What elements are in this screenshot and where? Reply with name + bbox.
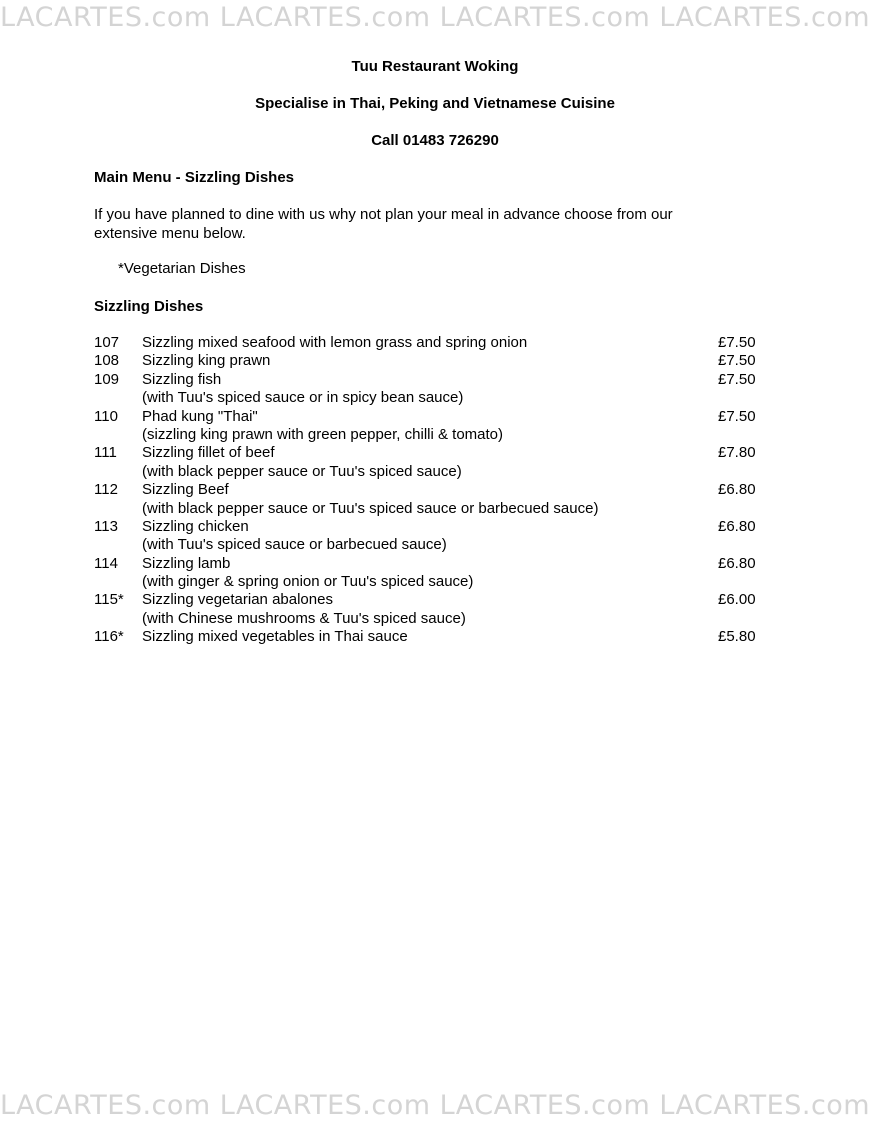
item-price: £7.50 <box>718 334 756 351</box>
menu-item-note-row <box>94 500 764 518</box>
menu-item <box>94 591 764 609</box>
item-price: £6.00 <box>718 591 756 609</box>
main-menu-heading: Main Menu - Sizzling Dishes <box>94 169 295 186</box>
item-price: £6.80 <box>718 554 756 572</box>
item-name: Sizzling Beef <box>142 481 229 499</box>
intro-text: If you have planned to dine with us why not plan your meal in advance choose from our extensive menu below. <box>94 206 673 242</box>
menu-item <box>94 481 764 499</box>
item-number: 116* <box>94 628 124 646</box>
item-number: 110 <box>94 407 118 425</box>
item-number: 108 <box>94 352 120 370</box>
item-number: 115* <box>94 591 124 609</box>
vegetarian-legend: *Vegetarian Dishes <box>118 260 246 277</box>
item-price: £7.50 <box>718 352 756 370</box>
menu-item-note-row <box>94 536 764 554</box>
item-number: 109 <box>94 370 120 388</box>
item-price: £6.80 <box>718 517 756 535</box>
item-number: 107 <box>94 334 120 351</box>
menu-item-note-row <box>94 463 764 481</box>
menu-item <box>94 371 764 389</box>
item-name: Sizzling fillet of beef <box>142 444 275 462</box>
item-note: (sizzling king prawn with green pepper, chilli & tomato) <box>142 425 504 443</box>
item-name: Sizzling mixed vegetables in Thai sauce <box>142 628 408 646</box>
item-note: (with black pepper sauce or Tuu's spiced sauce) <box>142 462 462 480</box>
item-note: (with ginger & spring onion or Tuu's spiced sauce) <box>142 573 474 591</box>
menu-item-note-row <box>94 573 764 591</box>
watermark-top: LACARTES.com LACARTES.com LACARTES.com LACARTES.com <box>0 2 870 33</box>
item-price: £7.50 <box>718 370 756 388</box>
item-note: (with Tuu's spiced sauce or in spicy bean sauce) <box>142 389 464 407</box>
watermark-bottom: LACARTES.com LACARTES.com LACARTES.com LACARTES.com <box>0 1090 870 1121</box>
menu-item <box>94 555 764 573</box>
menu-item <box>94 408 764 426</box>
menu-item <box>94 444 764 462</box>
item-number: 114 <box>94 554 118 572</box>
item-number: 111 <box>94 444 117 462</box>
phone-number: Call 01483 726290 <box>371 132 499 149</box>
item-note: (with Tuu's spiced sauce or barbecued sauce) <box>142 536 447 554</box>
item-name: Sizzling chicken <box>142 517 249 535</box>
item-price: £6.80 <box>718 481 756 499</box>
menu-item <box>94 628 764 646</box>
menu-item <box>94 352 764 370</box>
item-name: Sizzling king prawn <box>142 352 271 370</box>
menu-item-note-row <box>94 389 764 407</box>
item-price: £7.50 <box>718 407 756 425</box>
item-price: £7.80 <box>718 444 756 462</box>
cuisine-subtitle: Specialise in Thai, Peking and Vietnamese Cuisine <box>255 95 615 112</box>
menu-item <box>94 334 764 352</box>
item-name: Sizzling lamb <box>142 554 231 572</box>
menu-list <box>94 334 764 647</box>
item-number: 112 <box>94 481 118 499</box>
item-name: Sizzling vegetarian abalones <box>142 591 333 609</box>
item-number: 113 <box>94 517 118 535</box>
restaurant-title: Tuu Restaurant Woking <box>351 58 519 75</box>
menu-item <box>94 518 764 536</box>
menu-item-note-row <box>94 610 764 628</box>
sizzling-dishes-heading: Sizzling Dishes <box>94 298 204 315</box>
item-name: Phad kung "Thai" <box>142 407 258 425</box>
menu-item-note-row <box>94 426 764 444</box>
item-note: (with black pepper sauce or Tuu's spiced sauce or barbecued sauce) <box>142 499 599 517</box>
item-name: Sizzling fish <box>142 370 222 388</box>
item-name: Sizzling mixed seafood with lemon grass and spring onion <box>142 334 528 351</box>
item-note: (with Chinese mushrooms & Tuu's spiced sauce) <box>142 609 466 627</box>
item-price: £5.80 <box>718 628 756 646</box>
